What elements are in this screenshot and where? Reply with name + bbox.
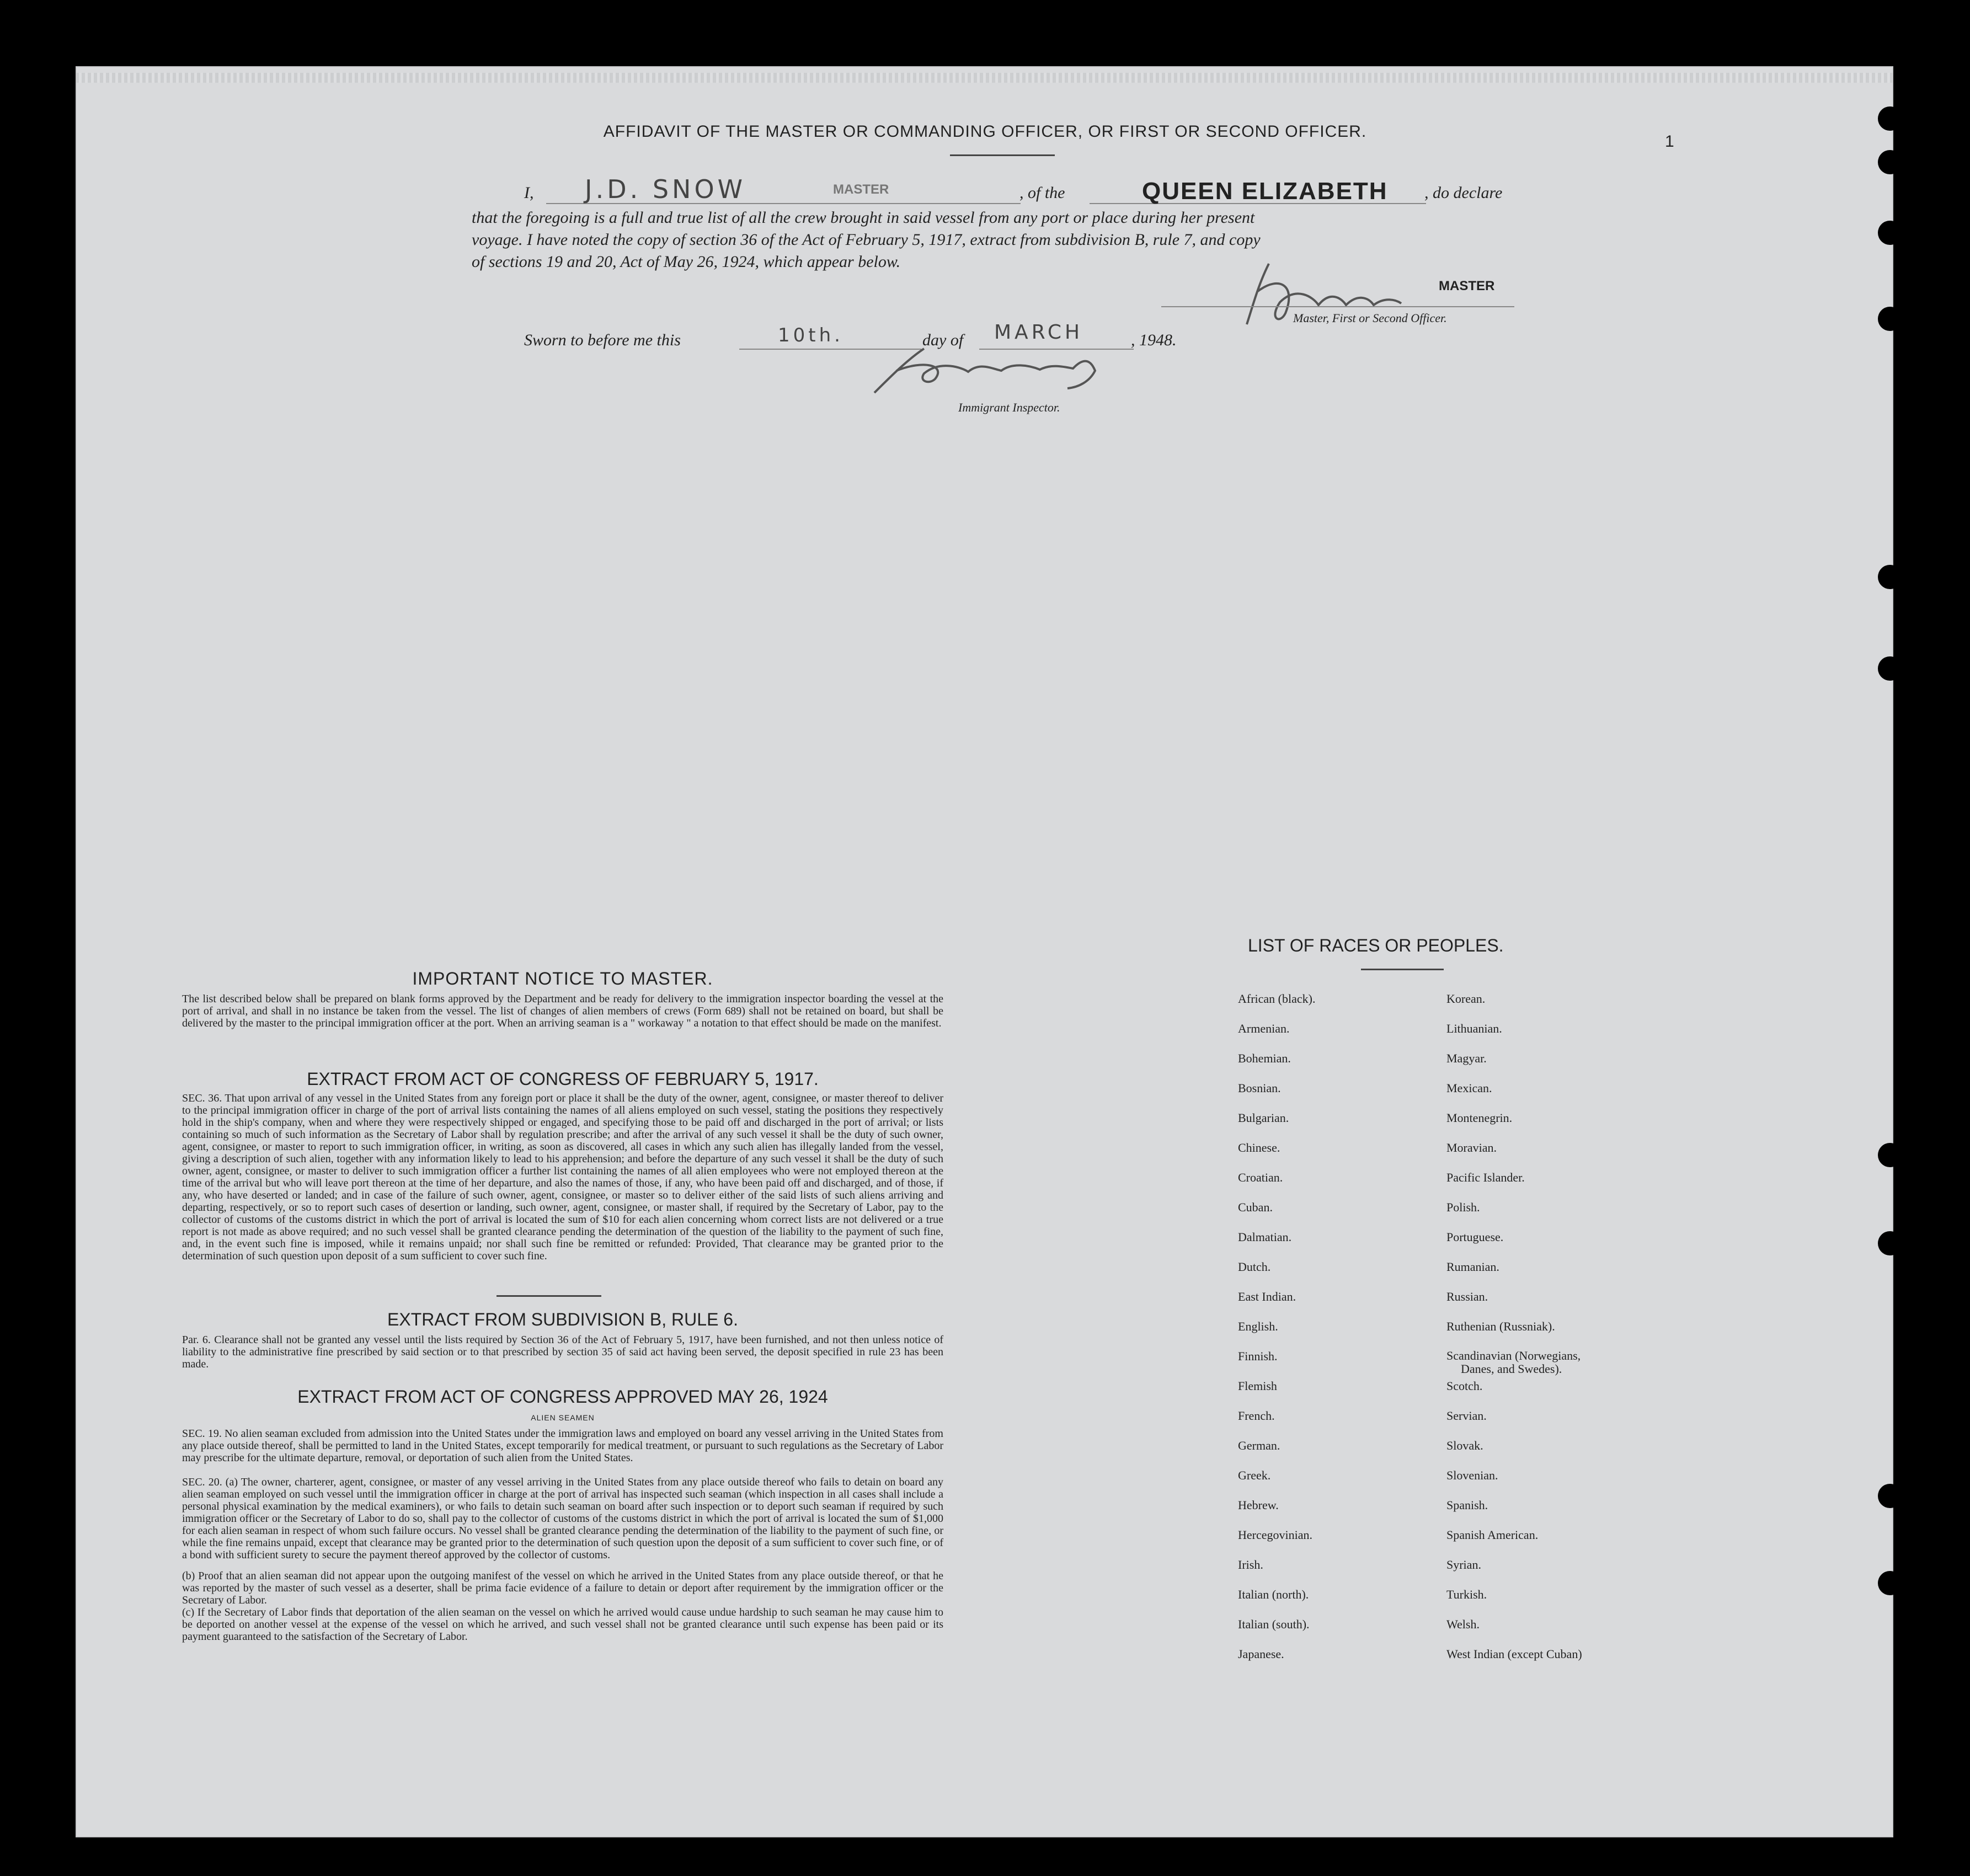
race-item: Russian.: [1446, 1290, 1488, 1303]
race-item: Syrian.: [1446, 1558, 1481, 1572]
race-item: Cuban.: [1238, 1200, 1273, 1214]
race-item: Welsh.: [1446, 1617, 1480, 1631]
race-item: Lithuanian.: [1446, 1022, 1502, 1035]
signature-underline: [1161, 306, 1514, 307]
signature-caption: Master, First or Second Officer.: [1293, 311, 1447, 325]
alien-seamen-subheading: ALIEN SEAMEN: [531, 1413, 595, 1422]
race-item: Bulgarian.: [1238, 1111, 1289, 1125]
race-item: Finnish.: [1238, 1349, 1278, 1363]
race-item: Moravian.: [1446, 1141, 1497, 1155]
race-item: Italian (south).: [1238, 1617, 1310, 1631]
race-item: Mexican.: [1446, 1081, 1492, 1095]
race-item: Dalmatian.: [1238, 1230, 1292, 1244]
day-of-label: day of: [922, 331, 964, 349]
extract-1917-heading: EXTRACT FROM ACT OF CONGRESS OF FEBRUARY 5, 1917.: [307, 1069, 819, 1089]
race-item: Japanese.: [1238, 1647, 1284, 1661]
vessel-name: QUEEN ELIZABETH: [1142, 178, 1388, 205]
sec20a-body: SEC. 20. (a) The owner, charterer, agent, consignee, or master of any vessel arriving in the United States from any place outside thereof who fails to detain on board any alien seaman employed on such vessel until the immigration officer in charge at the port of arrival has inspected such seaman (which inspection in all cases shall include a personal physical examination by the medical examiners), or who fails to detain such seaman on board after such inspection or to deport such seaman if required by such immigration officer or the Secretary of Labor to do so, shall pay to the collector of customs of the customs district in which the port of arrival is located the sum of $1,000 for each alien seaman in respect of whom such failure occurs. No vessel shall be granted clearance pending the determination of the liability to the payment of such fine, or while the fine remains unpaid, except that clearance may be granted prior to the determination of such question upon the deposit of a sum sufficient to cover such fine, or of a bond with sufficient surety to secure the payment thereof approved by the collector of customs.: [182, 1476, 943, 1561]
race-item: Polish.: [1446, 1200, 1480, 1214]
master-name: J.D. SNOW: [585, 174, 746, 204]
races-column-1: [1238, 992, 1315, 1677]
of-the-label: , of the: [1019, 184, 1065, 202]
race-item: West Indian (except Cuban): [1446, 1647, 1582, 1661]
race-item: Hercegovinian.: [1238, 1528, 1312, 1542]
race-item: African (black).: [1238, 992, 1316, 1006]
binder-hole: [1878, 1484, 1902, 1508]
race-item: Scotch.: [1446, 1379, 1483, 1393]
race-item: English.: [1238, 1319, 1278, 1333]
binder-hole: [1878, 221, 1902, 245]
binder-hole: [1878, 150, 1902, 174]
race-item: Slovenian.: [1446, 1468, 1498, 1482]
affidavit-line-2: that the foregoing is a full and true list of all the crew brought in said vessel from any port or place during her present: [472, 209, 1255, 227]
binder-hole: [1878, 1231, 1902, 1255]
race-item: Servian.: [1446, 1409, 1487, 1423]
perforated-top-edge: [76, 73, 1893, 83]
race-item: Italian (north).: [1238, 1588, 1309, 1601]
race-item: East Indian.: [1238, 1290, 1296, 1303]
sworn-label: Sworn to before me this: [524, 331, 681, 349]
race-item: French.: [1238, 1409, 1275, 1423]
race-item-text: Scandinavian (Norwegians,: [1446, 1349, 1581, 1362]
extract-1924-heading: EXTRACT FROM ACT OF CONGRESS APPROVED MAY 26, 1924: [297, 1387, 828, 1407]
binder-hole: [1878, 656, 1902, 681]
signature-title-stamp: MASTER: [1439, 279, 1495, 293]
races-heading: LIST OF RACES OR PEOPLES.: [1248, 936, 1504, 955]
race-item: Spanish.: [1446, 1498, 1488, 1512]
affidavit-i-label: I,: [524, 184, 534, 202]
race-item: Flemish: [1238, 1379, 1277, 1393]
affidavit-heading: AFFIDAVIT OF THE MASTER OR COMMANDING OFFICER, OR FIRST OR SECOND OFFICER.: [603, 122, 1367, 141]
race-item: Rumanian.: [1446, 1260, 1499, 1274]
race-item: Korean.: [1446, 992, 1486, 1006]
affidavit-line-4: of sections 19 and 20, Act of May 26, 1924, which appear below.: [472, 253, 901, 271]
sworn-day: 10th.: [778, 324, 843, 346]
rule6-body: Par. 6. Clearance shall not be granted any vessel until the lists required by Section 36 of the Act of February 5, 1917, have been furnished, and not then unless notice of liability to the administrative fine prescribed by said section or to that prescribed by section 35 of said act having been served, the deposit specified in rule 23 has been made.: [182, 1334, 943, 1370]
rule6-heading: EXTRACT FROM SUBDIVISION B, RULE 6.: [387, 1310, 738, 1329]
race-item: Bohemian.: [1238, 1051, 1291, 1065]
master-title-stamp: MASTER: [833, 182, 889, 197]
sec20b-body: (b) Proof that an alien seaman did not appear upon the outgoing manifest of the vessel on which he arrived in the United States from any place outside thereof, or that he was reported by the master of such vessel as a deserter, shall be prima facie evidence of a failure to detain or deport after requirement by the immigration officer or the Secretary of Labor.: [182, 1570, 943, 1606]
notice-heading: IMPORTANT NOTICE TO MASTER.: [412, 969, 713, 988]
race-item: Spanish American.: [1446, 1528, 1539, 1542]
race-item: Irish.: [1238, 1558, 1263, 1572]
race-item: Armenian.: [1238, 1022, 1290, 1035]
race-item: Pacific Islander.: [1446, 1171, 1525, 1184]
extract-1917-body: SEC. 36. That upon arrival of any vessel in the United States from any foreign port or place it shall be the duty of the owner, agent, consignee, or master thereof to deliver to the principal immigration officer in charge of the port of arrival lists containing the names of all aliens employed on such vessel, stating the positions they respectively hold in the ship's company, when and where they were respectively shipped or engaged, and specifying those to be paid off and discharged in the port of arrival; or lists containing so much of such information as the Secretary of Labor shall by regulation prescribe; and after the arrival of any such vessel it shall be the duty of such owner, agent, consignee, or master to report to such immigration officer, in writing, as soon as discovered, all cases in which any such alien has illegally landed from the vessel, giving a description of such alien, together with any information likely to lead to his apprehension; and before the departure of any such vessel it shall be the duty of such owner, agent, consignee, or master to deliver to such immigration officer a further list containing the names of all alien employees who were not employed thereon at the time of the arrival but who will leave port thereon at the time of her departure, and also the names of those, if any, who have been paid off and discharged, and of those, if any, who have deserted or landed; and in case of the failure of such owner, agent, consignee, or master so to deliver either of the said lists of such aliens arriving and departing, respectively, or so to report such cases of desertion or landing, such owner, agent, consignee, or master shall, if required by the Secretary of Labor, pay to the collector of customs of the customs district in which the port of arrival is located the sum of $10 for each alien concerning whom correct lists are not delivered or a true report is not made as above required; and no such vessel shall be granted clearance pending the determination of the question of the liability to the payment of such fine, and, in the event such fine is imposed, while it remains unpaid; nor shall such fine be remitted or refunded: Provided, That clearance may be granted prior to the determination of such question upon deposit of a sum sufficient to cover such fine.: [182, 1092, 943, 1262]
race-item: Greek.: [1238, 1468, 1271, 1482]
race-item: Dutch.: [1238, 1260, 1271, 1274]
inspector-caption: Immigrant Inspector.: [958, 400, 1060, 414]
races-column-2: [1446, 992, 1582, 1677]
sec19-body: SEC. 19. No alien seaman excluded from admission into the United States under the immigration laws and employed on board any vessel arriving in the United States from any place outside thereof, shall be permitted to land in the United States, except temporarily for medical treatment, or pursuant to such regulations as the Secretary of Labor may prescribe for the ultimate departure, removal, or deportation of such alien from the United States.: [182, 1428, 943, 1464]
divider: [496, 1295, 601, 1297]
sworn-month: MARCH: [994, 321, 1083, 344]
race-item: Chinese.: [1238, 1141, 1280, 1155]
divider: [950, 154, 1055, 156]
binder-hole: [1878, 1143, 1902, 1167]
race-item-continuation: Danes, and Swedes).: [1461, 1362, 1562, 1376]
race-item: Montenegrin.: [1446, 1111, 1513, 1125]
race-item: Portuguese.: [1446, 1230, 1504, 1244]
race-item: Hebrew.: [1238, 1498, 1279, 1512]
race-item: Bosnian.: [1238, 1081, 1281, 1095]
affidavit-line-3: voyage. I have noted the copy of section 36 of the Act of February 5, 1917, extract from subdivision B, rule 7, and copy: [472, 231, 1261, 249]
divider: [1361, 969, 1444, 970]
race-item: Magyar.: [1446, 1051, 1487, 1065]
binder-hole: [1878, 1571, 1902, 1595]
binder-hole: [1878, 565, 1902, 589]
notice-body: The list described below shall be prepared on blank forms approved by the Department and be ready for delivery to the immigration inspector boarding the vessel at the port of arrival, and shall in no instance be taken from the vessel. The list of changes of alien members of crews (Form 689) shall not be retained on board, but shall be delivered by the master to the principal immigration officer at the port. When an arriving seaman is a " workaway " a notation to that effect should be made on the manifest.: [182, 993, 943, 1029]
race-item: Ruthenian (Russniak).: [1446, 1319, 1555, 1333]
do-declare-label: , do declare: [1424, 184, 1503, 202]
race-item: Croatian.: [1238, 1171, 1283, 1184]
race-item: Slovak.: [1446, 1439, 1483, 1452]
inspector-signature: [858, 338, 1123, 398]
race-item: Turkish.: [1446, 1588, 1487, 1601]
race-item: German.: [1238, 1439, 1280, 1452]
sec20c-body: (c) If the Secretary of Labor finds that deportation of the alien seaman on the vessel on which he arrived would cause undue hardship to such seaman he may cause him to be deported on another vessel at the expense of the vessel on which he arrived, and such vessel shall not be granted clearance until such expense has been paid or its payment guaranteed to the satisfaction of the Secretary of Labor.: [182, 1606, 943, 1643]
race-item: [1446, 1349, 1582, 1379]
binder-hole: [1878, 307, 1902, 331]
page-mark: 1: [1665, 132, 1674, 151]
sworn-year: , 1948.: [1131, 331, 1177, 349]
